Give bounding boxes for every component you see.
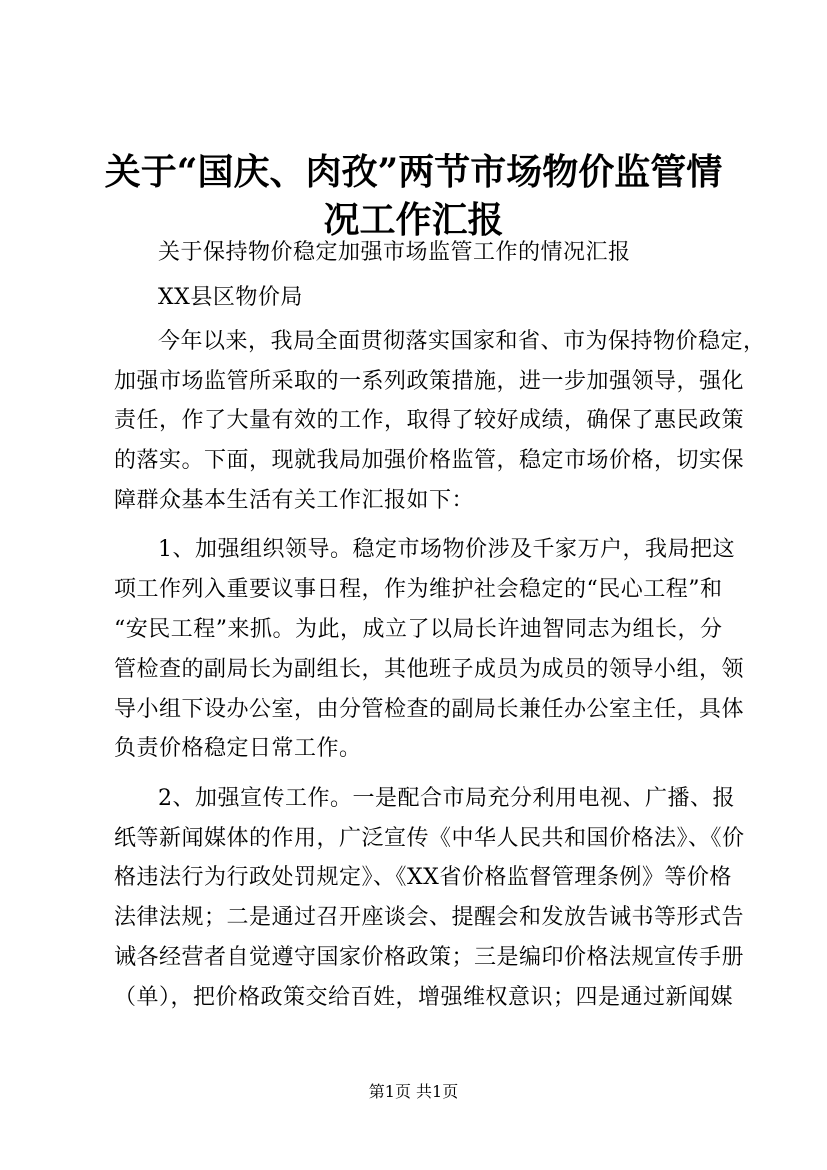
paragraph-line: 负责价格稳定日常工作。 — [114, 736, 362, 761]
paragraph-line: “安民工程”来抓。为此，成立了以局长许迪智同志为组长，分 — [114, 617, 723, 642]
paragraph-line: （单），把价格政策交给百姓，增强维权意识；四是通过新闻媒 — [114, 985, 734, 1010]
document-author: XX县区物价局 — [158, 285, 303, 310]
paragraph-line: 障群众基本生活有关工作汇报如下： — [114, 488, 475, 513]
paragraph-line: 纸等新闻媒体的作用，广泛宣传《中华人民共和国价格法》、《价 — [114, 826, 745, 851]
paragraph-line: 责任，作了大量有效的工作，取得了较好成绩，确保了惠民政策 — [114, 408, 745, 433]
paragraph-line: 1、加强组织领导。稳定市场物价涉及千家万户，我局把这 — [158, 537, 735, 562]
paragraph-line: 导小组下设办公室，由分管检查的副局长兼任办公室主任，具体 — [114, 697, 745, 722]
paragraph-line: 加强市场监管所采取的一系列政策措施，进一步加强领导，强化 — [114, 369, 745, 394]
paragraph-line: 法律法规；二是通过召开座谈会、提醒会和发放告诫书等形式告 — [114, 905, 745, 930]
document-title: 关于“国庆、肉孜”两节市场物价监管情况工作汇报 — [104, 151, 723, 241]
paragraph-line: 诫各经营者自觉遵守国家价格政策；三是编印价格法规宣传手册 — [114, 945, 745, 970]
paragraph-line: 2、加强宣传工作。一是配合市局充分利用电视、广播、报 — [158, 786, 735, 811]
document-subtitle: 关于保持物价稳定加强市场监管工作的情况汇报 — [158, 240, 631, 265]
paragraph-line: 格违法行为行政处罚规定》、《XX省价格监督管理条例》等价格 — [114, 865, 732, 890]
paragraph-line: 今年以来，我局全面贯彻落实国家和省、市为保持物价稳定， — [158, 329, 766, 354]
paragraph-line: 的落实。下面，现就我局加强价格监管，稳定市场价格，切实保 — [114, 448, 745, 473]
paragraph-line: 管检查的副局长为副组长，其他班子成员为成员的领导小组，领 — [114, 657, 745, 682]
paragraph-line: 项工作列入重要议事日程，作为维护社会稳定的“民心工程”和 — [114, 577, 723, 602]
page-footer: 第1页 共1页 — [368, 1082, 459, 1101]
